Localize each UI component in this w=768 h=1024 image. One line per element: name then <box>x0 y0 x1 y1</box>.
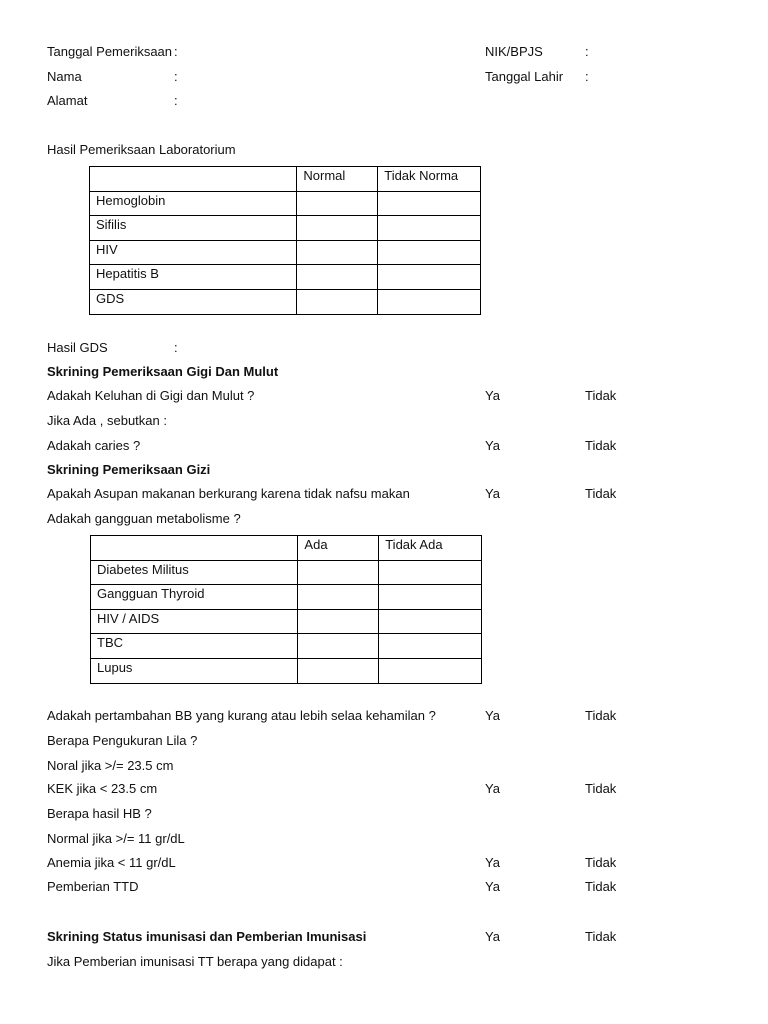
question-hb: Berapa hasil HB ? <box>47 806 152 821</box>
row-label: Diabetes Militus <box>91 560 298 585</box>
check-cell-tidak-normal[interactable] <box>378 240 481 265</box>
colon: : <box>174 93 178 108</box>
table-row <box>90 289 481 314</box>
question-lila: Berapa Pengukuran Lila ? <box>47 733 198 748</box>
table-row <box>91 658 482 683</box>
row-label: Gangguan Thyroid <box>91 585 298 610</box>
row-label: GDS <box>90 289 297 314</box>
row-label: HIV <box>90 240 297 265</box>
check-cell-tidak-normal[interactable] <box>378 216 481 241</box>
table-row <box>90 216 481 241</box>
option-tidak[interactable]: Tidak <box>585 855 617 870</box>
hb-normal-criteria: Normal jika >/= 11 gr/dL <box>47 831 185 846</box>
label-nama: Nama <box>47 69 82 84</box>
row-label: Sifilis <box>90 216 297 241</box>
colon: : <box>585 69 589 84</box>
check-cell-ada[interactable] <box>298 658 379 683</box>
colon: : <box>174 44 178 59</box>
option-ya[interactable]: Ya <box>485 438 500 453</box>
check-cell-normal[interactable] <box>297 289 378 314</box>
label-tanggal-lahir: Tanggal Lahir <box>485 69 564 84</box>
table-row <box>91 585 482 610</box>
imunisasi-section-title: Skrining Status imunisasi dan Pemberian Imunisasi <box>47 929 367 944</box>
table-cell <box>90 167 297 192</box>
option-tidak[interactable]: Tidak <box>585 879 617 894</box>
row-label: Hemoglobin <box>90 191 297 216</box>
question-pemberian-ttd: Pemberian TTD <box>47 879 139 894</box>
check-cell-tidak-normal[interactable] <box>378 191 481 216</box>
option-ya[interactable]: Ya <box>485 929 500 944</box>
gigi-section-title: Skrining Pemeriksaan Gigi Dan Mulut <box>47 364 279 379</box>
colon: : <box>585 44 589 59</box>
lila-kek-criteria: KEK jika < 23.5 cm <box>47 781 158 796</box>
question-sebutkan: Jika Ada , sebutkan : <box>47 413 167 428</box>
table-row <box>90 191 481 216</box>
check-cell-tidak-ada[interactable] <box>379 634 482 659</box>
option-tidak[interactable]: Tidak <box>585 486 617 501</box>
table-row <box>91 609 482 634</box>
column-header-tidak-normal: Tidak Norma <box>378 167 481 192</box>
option-ya[interactable]: Ya <box>485 879 500 894</box>
option-ya[interactable]: Ya <box>485 388 500 403</box>
colon: : <box>174 340 178 355</box>
question-pertambahan-bb: Adakah pertambahan BB yang kurang atau lebih selaa kehamilan ? <box>47 708 436 723</box>
question-caries: Adakah caries ? <box>47 438 141 453</box>
check-cell-ada[interactable] <box>298 585 379 610</box>
label-nik-bpjs: NIK/BPJS <box>485 44 543 59</box>
lab-section-title: Hasil Pemeriksaan Laboratorium <box>47 142 236 157</box>
question-keluhan-gigi: Adakah Keluhan di Gigi dan Mulut ? <box>47 388 255 403</box>
table-row <box>90 265 481 290</box>
table-cell <box>91 536 298 561</box>
option-tidak[interactable]: Tidak <box>585 781 617 796</box>
option-tidak[interactable]: Tidak <box>585 708 617 723</box>
option-tidak[interactable]: Tidak <box>585 388 617 403</box>
check-cell-tidak-ada[interactable] <box>379 658 482 683</box>
check-cell-tidak-ada[interactable] <box>379 585 482 610</box>
option-tidak[interactable]: Tidak <box>585 929 617 944</box>
option-ya[interactable]: Ya <box>485 486 500 501</box>
column-header-ada: Ada <box>298 536 379 561</box>
label-alamat: Alamat <box>47 93 88 108</box>
question-gangguan-metabolisme: Adakah gangguan metabolisme ? <box>47 511 241 526</box>
row-label: HIV / AIDS <box>91 609 298 634</box>
table-header-row <box>91 536 482 561</box>
option-ya[interactable]: Ya <box>485 855 500 870</box>
table-row <box>91 560 482 585</box>
check-cell-tidak-normal[interactable] <box>378 289 481 314</box>
label-hasil-gds: Hasil GDS <box>47 340 108 355</box>
hb-anemia-criteria: Anemia jika < 11 gr/dL <box>47 855 176 870</box>
colon: : <box>174 69 178 84</box>
check-cell-tidak-ada[interactable] <box>379 560 482 585</box>
row-label: TBC <box>91 634 298 659</box>
gizi-section-title: Skrining Pemeriksaan Gizi <box>47 462 211 477</box>
check-cell-ada[interactable] <box>298 634 379 659</box>
check-cell-normal[interactable] <box>297 240 378 265</box>
option-ya[interactable]: Ya <box>485 781 500 796</box>
lila-normal-criteria: Noral jika >/= 23.5 cm <box>47 758 174 773</box>
check-cell-tidak-normal[interactable] <box>378 265 481 290</box>
question-asupan-makanan: Apakah Asupan makanan berkurang karena tidak nafsu makan <box>47 486 410 501</box>
check-cell-normal[interactable] <box>297 216 378 241</box>
check-cell-tidak-ada[interactable] <box>379 609 482 634</box>
column-header-normal: Normal <box>297 167 378 192</box>
lab-results-table <box>89 166 481 315</box>
option-ya[interactable]: Ya <box>485 708 500 723</box>
question-imunisasi-tt: Jika Pemberian imunisasi TT berapa yang didapat : <box>47 954 343 969</box>
check-cell-ada[interactable] <box>298 609 379 634</box>
metabolism-table <box>90 535 482 684</box>
check-cell-normal[interactable] <box>297 265 378 290</box>
table-row <box>91 634 482 659</box>
table-row <box>90 240 481 265</box>
row-label: Lupus <box>91 658 298 683</box>
label-tanggal-pemeriksaan: Tanggal Pemeriksaan <box>47 44 173 59</box>
table-header-row <box>90 167 481 192</box>
check-cell-normal[interactable] <box>297 191 378 216</box>
check-cell-ada[interactable] <box>298 560 379 585</box>
row-label: Hepatitis B <box>90 265 297 290</box>
column-header-tidak-ada: Tidak Ada <box>379 536 482 561</box>
option-tidak[interactable]: Tidak <box>585 438 617 453</box>
